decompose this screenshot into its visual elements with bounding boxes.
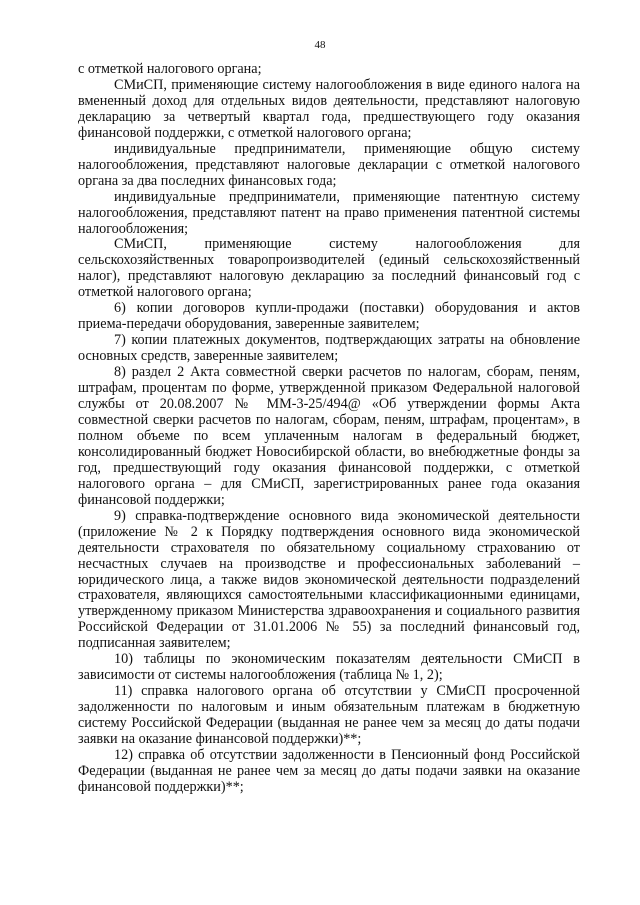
list-item-10: 10) таблицы по экономическим показателям деятельности СМиСП в зависимости от системы налогообложения (таблица № 1, 2); xyxy=(78,651,580,684)
list-item-8: 8) раздел 2 Акта совместной сверки расчетов по налогам, сборам, пеням, штрафам, процентам по форме, утвержденной приказом Федеральной налоговой службы от 20.08.2007 № ММ-3-25/494@ «Об утверждении формы Акта совместной сверки расчетов по налогам, сборам, пеням, штрафам, процентам», в полном объеме по всем уплаченным налогам в федеральный бюджет, консолидированный бюджет Новосибирской области, во внебюджетные фонды за год, предшествующий году оказания финансовой поддержки, с отметкой налогового органа – для СМиСП, зарегистрированных ранее года оказания финансовой поддержки; xyxy=(78,364,580,508)
paragraph-patent-system-ip: индивидуальные предприниматели, применяющие патентную систему налогообложения, представляют патент на право применения патентной системы налогообложения; xyxy=(78,188,580,237)
list-item-11: 11) справка налогового органа об отсутствии у СМиСП просроченной задолженности по налоговым и иным обязательным платежам в бюджетную систему Российской Федерации (выданная не ранее чем за месяц до даты подачи заявки на оказание финансовой поддержки)**; xyxy=(78,683,580,748)
paragraph-agricultural-tax: СМиСП, применяющие систему налогообложения для сельскохозяйственных товаропроизводителей (единый сельскохозяйственный налог), представляют налоговую декларацию за последний финансовый год с отметкой налогового органа; xyxy=(78,236,580,301)
list-item-7: 7) копии платежных документов, подтверждающих затраты на обновление основных средств, заверенные заявителем; xyxy=(78,332,580,365)
page-number: 48 xyxy=(314,39,326,51)
list-item-9: 9) справка-подтверждение основного вида экономической деятельности (приложение № 2 к Порядку подтверждения основного вида экономической деятельности страхователя по обязательному социальному страхованию от несчастных случаев на производстве и профессиональных заболеваний – юридического лица, а также видов экономической деятельности подразделений страхователя, являющихся самостоятельными классификационными единицами, утвержденному приказом Министерства здравоохранения и социального развития Российской Федерации от 31.01.2006 № 55) за последний финансовый год, подписанная заявителем; xyxy=(78,507,580,652)
document-body xyxy=(78,62,580,796)
paragraph-general-system-ip: индивидуальные предприниматели, применяющие общую систему налогообложения, представляют налоговые декларации с отметкой налогового органа за два последних финансовых года; xyxy=(78,140,580,189)
list-item-6: 6) копии договоров купли-продажи (поставки) оборудования и актов приема-передачи оборудования, заверенные заявителем; xyxy=(78,300,580,333)
list-item-12: 12) справка об отсутствии задолженности в Пенсионный фонд Российской Федерации (выданная не ранее чем за месяц до даты подачи заявки на оказание финансовой поддержки)**; xyxy=(78,746,580,795)
paragraph-envd-declaration: СМиСП, применяющие систему налогообложения в виде единого налога на вмененный доход для отдельных видов деятельности, представляют налоговую декларацию за четвертый квартал года, предшествующего году оказания финансовой поддержки, с отметкой налогового органа; xyxy=(78,76,580,141)
paragraph-continuation: с отметкой налогового органа; xyxy=(78,61,262,77)
